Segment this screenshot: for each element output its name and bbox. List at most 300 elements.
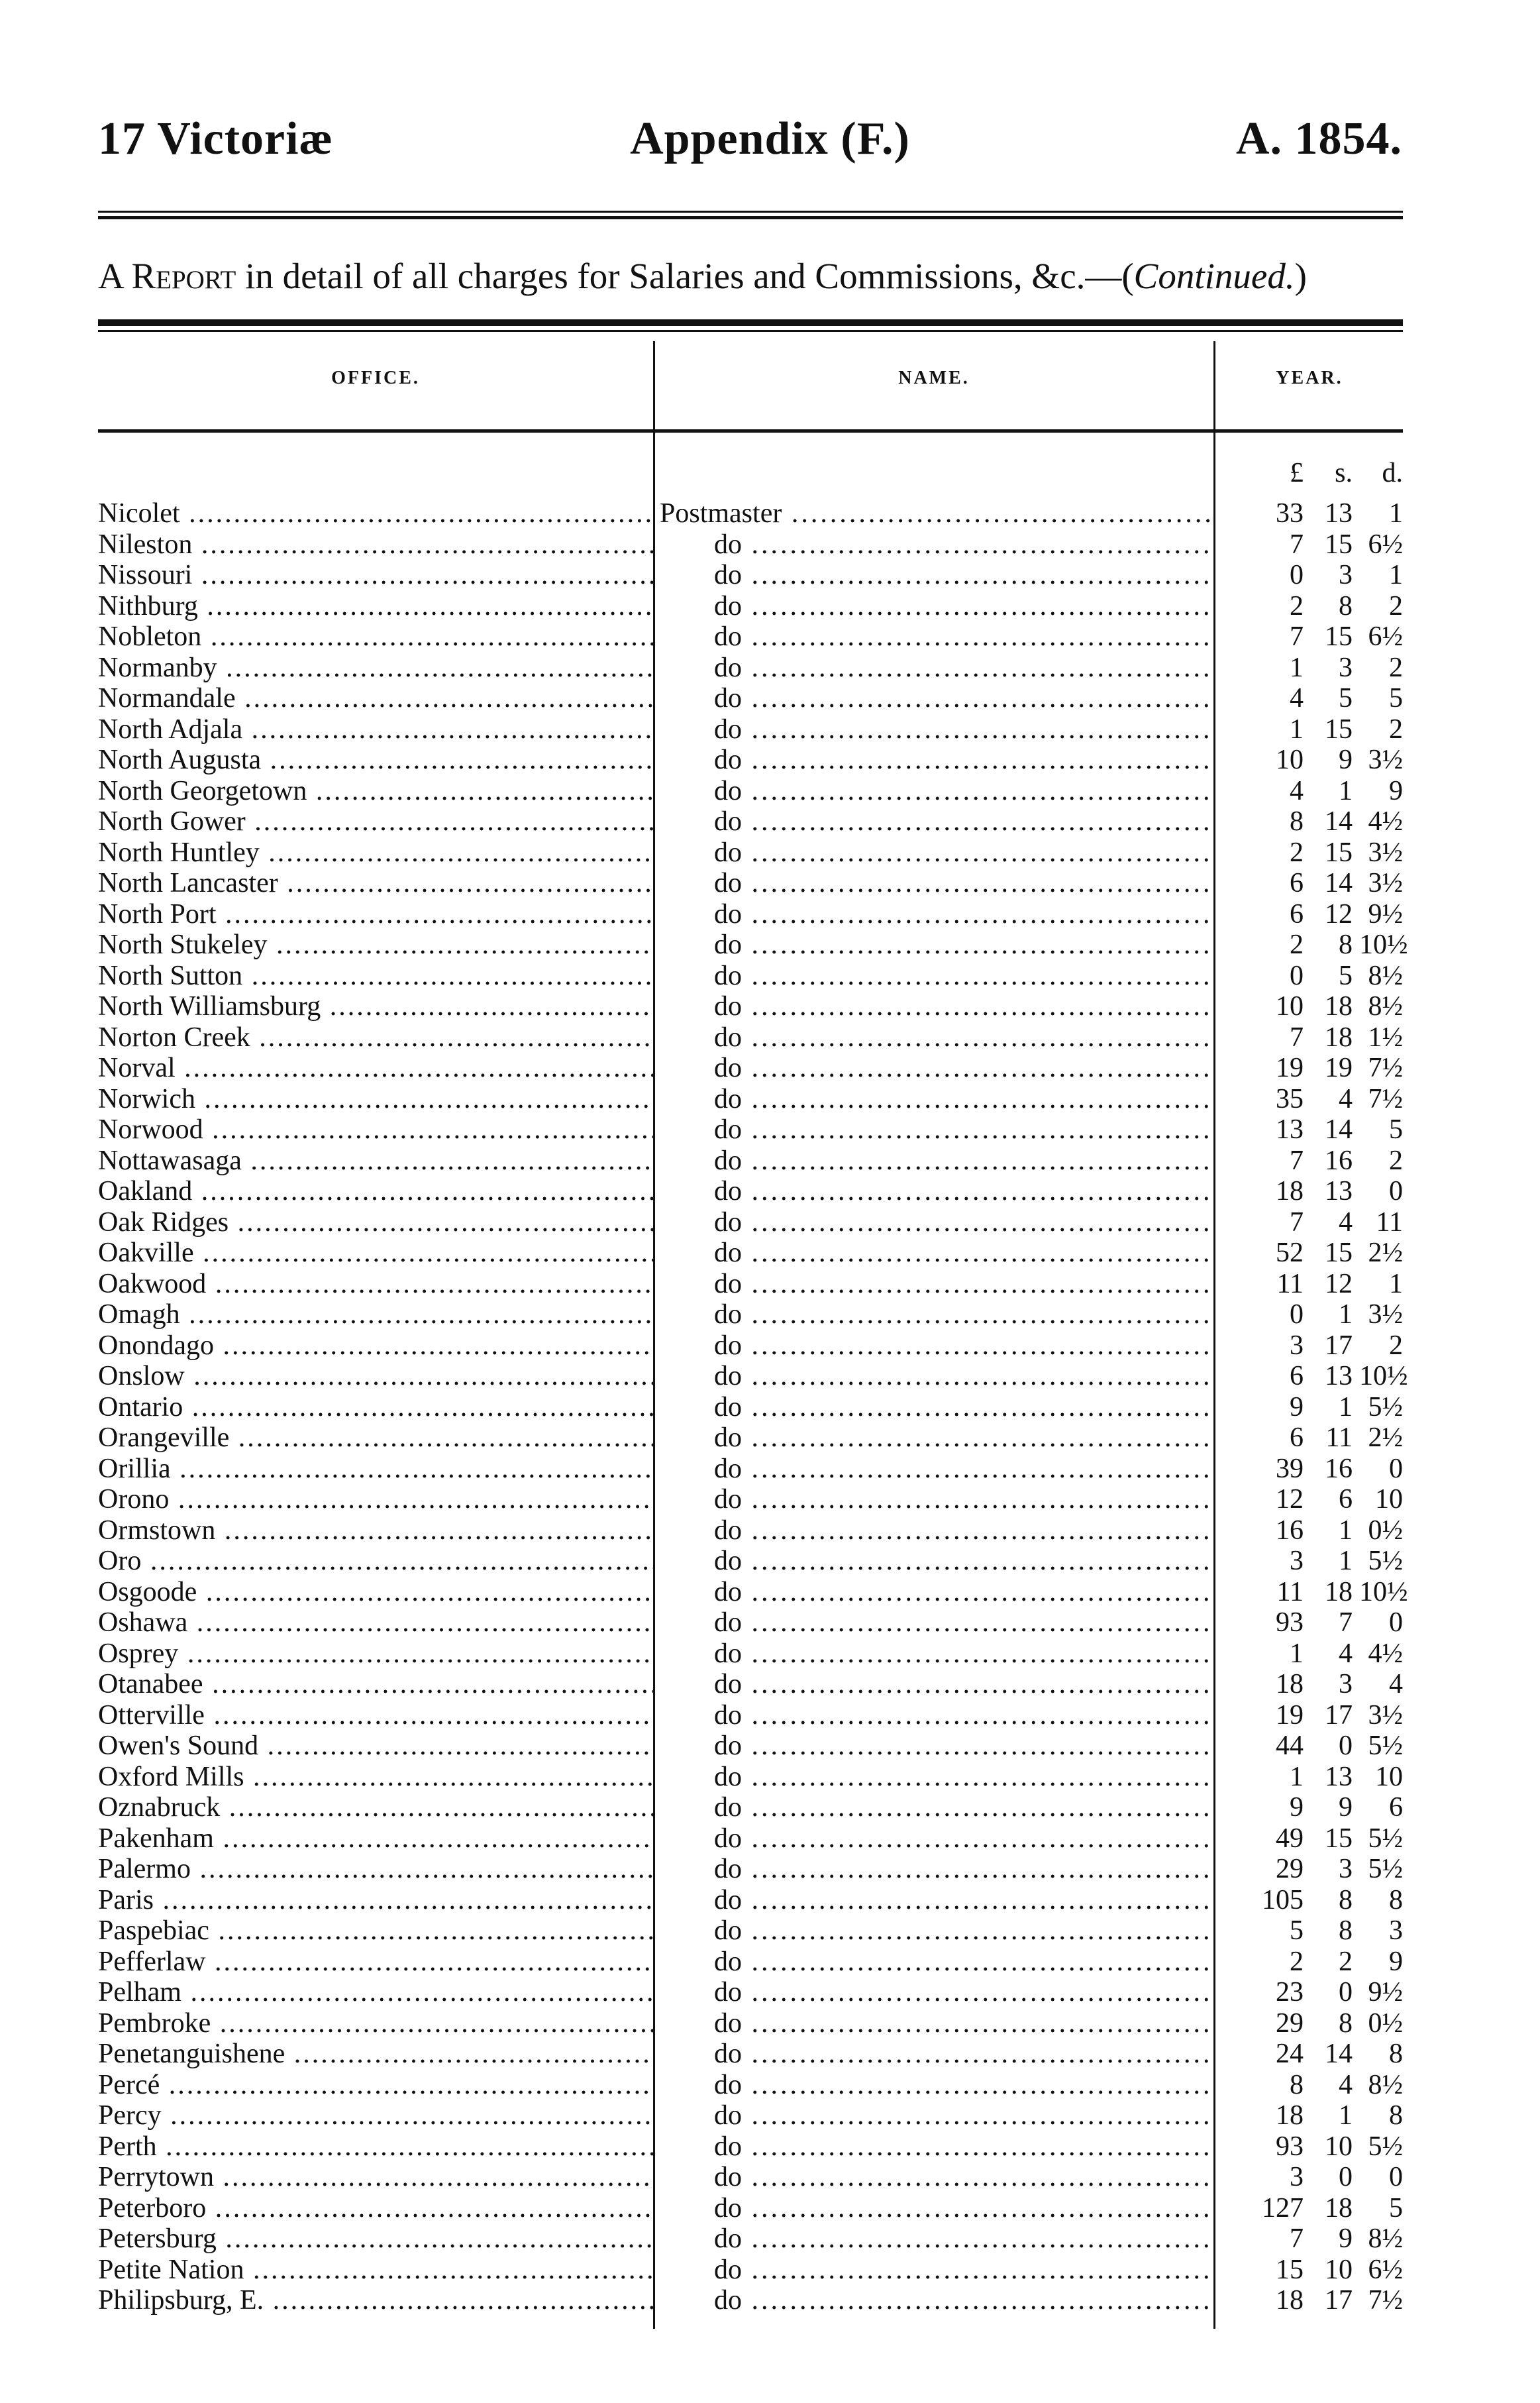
amount-pounds: 4 [1290, 683, 1304, 714]
amount-pence: 2 [1389, 590, 1403, 621]
officer-name: do ..... [660, 1422, 1209, 1453]
table-row [98, 1607, 1403, 1638]
amount-pence: 4½ [1368, 1638, 1403, 1669]
amount-pence: 7½ [1368, 2285, 1403, 2316]
table-row [98, 1731, 1403, 1761]
officer-name: do ..... [660, 776, 1209, 806]
office-name: Ontario ..... [98, 1392, 653, 1422]
amount-shillings: 1 [1339, 1299, 1353, 1330]
table-row [98, 1422, 1403, 1453]
amount-pounds: 1 [1290, 714, 1304, 745]
officer-name: do ..... [660, 2162, 1209, 2192]
amount-pounds: 18 [1276, 2285, 1304, 2316]
amount-pence: 9½ [1368, 898, 1403, 930]
officer-name: do ..... [660, 1607, 1209, 1638]
amount-shillings: 17 [1325, 2285, 1353, 2316]
office-name: North Georgetown ..... [98, 776, 653, 806]
subtitle-report: Report [131, 256, 236, 296]
officer-name: do ..... [660, 1299, 1209, 1330]
officer-name: do ..... [660, 1454, 1209, 1484]
table-row [98, 930, 1408, 960]
amount-pounds: 9 [1290, 1792, 1304, 1823]
amount-pence: 3½ [1368, 837, 1403, 868]
amount-shillings: 8 [1339, 2007, 1353, 2039]
amount-pounds: 13 [1276, 1114, 1304, 1145]
table-row [98, 1638, 1403, 1669]
top-rule-upper [98, 211, 1403, 213]
amount-shillings: 10 [1325, 2131, 1353, 2162]
amount-shillings: 12 [1325, 898, 1353, 930]
amount-shillings: 14 [1325, 868, 1353, 898]
office-name: Oakland ..... [98, 1176, 653, 1206]
table-row [98, 1299, 1403, 1330]
office-name: Oshawa ..... [98, 1607, 653, 1638]
officer-name: do ..... [660, 1053, 1209, 1083]
table-row [98, 1885, 1403, 1915]
amount-pounds: 8 [1290, 2069, 1304, 2100]
amount-shillings: 15 [1325, 1238, 1353, 1268]
amount-shillings: 3 [1339, 1854, 1353, 1884]
office-name: Oro ..... [98, 1546, 653, 1576]
office-name: Pelham ..... [98, 1977, 653, 2007]
table-row [98, 1330, 1403, 1361]
unit-pence: d. [1382, 458, 1403, 488]
officer-name: do ..... [660, 2039, 1209, 2069]
amount-pence: 8½ [1368, 2069, 1403, 2100]
amount-pounds: 105 [1262, 1884, 1304, 1915]
amount-pence: 8 [1389, 2039, 1403, 2069]
table-row [98, 1947, 1403, 1977]
amount-pounds: 35 [1276, 1083, 1304, 1114]
table-row [98, 2162, 1403, 2192]
officer-name: do ..... [660, 653, 1209, 683]
appendix-title: Appendix (F.) [630, 113, 910, 164]
amount-pence: 0½ [1368, 1515, 1403, 1546]
table-row [98, 1022, 1403, 1053]
amount-pounds: 3 [1290, 1546, 1304, 1576]
amount-pence: 10 [1375, 1761, 1403, 1792]
amount-shillings: 5 [1339, 683, 1353, 714]
office-name: Owen's Sound ..... [98, 1731, 653, 1761]
amount-shillings: 17 [1325, 1330, 1353, 1361]
unit-shillings: s. [1335, 458, 1353, 488]
table-row [98, 1176, 1403, 1206]
table-row [98, 498, 1403, 529]
amount-pence: 8½ [1368, 991, 1403, 1022]
table-row [98, 1977, 1403, 2007]
office-name: Oak Ridges ..... [98, 1207, 653, 1238]
officer-name: do ..... [660, 529, 1209, 560]
office-name: Perrytown ..... [98, 2162, 653, 2192]
office-name: Nissouri ..... [98, 560, 653, 590]
officer-name: do ..... [660, 1762, 1209, 1792]
table-row [98, 1823, 1403, 1854]
officer-name: do ..... [660, 1577, 1209, 1607]
amount-shillings: 9 [1339, 745, 1353, 775]
table-row [98, 1915, 1403, 1946]
amount-pence: 0 [1389, 1176, 1403, 1206]
amount-pence: 0 [1389, 1453, 1403, 1484]
amount-pence: 1 [1389, 1268, 1403, 1299]
table-row [98, 837, 1403, 868]
table-row [98, 714, 1403, 745]
amount-shillings: 15 [1325, 1823, 1353, 1854]
amount-shillings: 15 [1325, 621, 1353, 652]
amount-pounds: 6 [1290, 868, 1304, 898]
amount-pounds: 23 [1276, 1977, 1304, 2007]
amount-shillings: 8 [1339, 1884, 1353, 1915]
table-row [98, 776, 1403, 806]
amount-pence: 6½ [1368, 2254, 1403, 2285]
header-rule-thick [98, 319, 1403, 326]
amount-pounds: 15 [1276, 2254, 1304, 2285]
office-name: North Gower ..... [98, 806, 653, 837]
amount-shillings: 17 [1325, 1699, 1353, 1731]
amount-pence: 7½ [1368, 1053, 1403, 1083]
table-row [98, 621, 1403, 652]
amount-pounds: 12 [1276, 1484, 1304, 1515]
officer-name: do ..... [660, 806, 1209, 837]
office-name: Norwich ..... [98, 1084, 653, 1114]
amount-pounds: 7 [1290, 529, 1304, 560]
amount-pounds: 24 [1276, 2039, 1304, 2069]
amount-pence: 3½ [1368, 1699, 1403, 1731]
officer-name: do ..... [660, 1515, 1209, 1546]
office-name: North Port ..... [98, 899, 653, 930]
office-name: Omagh ..... [98, 1299, 653, 1330]
amount-shillings: 0 [1339, 1977, 1353, 2007]
officer-name: do ..... [660, 1977, 1209, 2007]
amount-pounds: 2 [1290, 930, 1304, 960]
amount-pence: 8 [1389, 2100, 1403, 2131]
table-row [98, 1238, 1403, 1268]
officer-name: do ..... [660, 1330, 1209, 1361]
amount-pounds: 3 [1290, 1330, 1304, 1361]
table-row [98, 1546, 1403, 1576]
amount-pounds: 39 [1276, 1453, 1304, 1484]
office-name: North Lancaster ..... [98, 868, 653, 898]
amount-pounds: 1 [1290, 652, 1304, 683]
table-row [98, 2131, 1403, 2162]
amount-pence: 0½ [1368, 2007, 1403, 2039]
table-row [98, 2193, 1403, 2223]
report-subtitle [98, 255, 1403, 297]
officer-name: do ..... [660, 2193, 1209, 2223]
table-row [98, 1762, 1403, 1792]
officer-name: do ..... [660, 1238, 1209, 1268]
amount-shillings: 18 [1325, 2192, 1353, 2223]
officer-name: do ..... [660, 961, 1209, 991]
officer-name: do ..... [660, 1022, 1209, 1053]
amount-shillings: 15 [1325, 714, 1353, 745]
amount-pence: 3½ [1368, 1299, 1403, 1330]
officer-name: do ..... [660, 1361, 1209, 1391]
table-row [98, 591, 1403, 621]
amount-shillings: 12 [1325, 1268, 1353, 1299]
table-row [98, 868, 1403, 898]
table-row [98, 2039, 1403, 2069]
office-name: Norwood ..... [98, 1114, 653, 1145]
amount-shillings: 7 [1339, 1607, 1353, 1638]
officer-name: do ..... [660, 1792, 1209, 1823]
office-name: Pembroke ..... [98, 2008, 653, 2039]
amount-pence: 1 [1389, 560, 1403, 590]
amount-shillings: 1 [1339, 1391, 1353, 1422]
table-row [98, 1361, 1408, 1391]
table-row [98, 2008, 1403, 2039]
amount-pence: 10½ [1359, 930, 1408, 960]
amount-pounds: 16 [1276, 1515, 1304, 1546]
office-name: Orangeville ..... [98, 1422, 653, 1453]
amount-pence: 8 [1389, 1884, 1403, 1915]
amount-shillings: 4 [1339, 2069, 1353, 2100]
amount-pounds: 1 [1290, 1638, 1304, 1669]
officer-name: do ..... [660, 2008, 1209, 2039]
office-name: North Stukeley ..... [98, 930, 653, 960]
office-name: Peterboro ..... [98, 2193, 653, 2223]
top-rule-lower [98, 216, 1403, 219]
officer-name: do ..... [660, 991, 1209, 1022]
amount-pounds: 127 [1262, 2192, 1304, 2223]
office-name: North Huntley ..... [98, 837, 653, 868]
amount-pence: 9 [1389, 1946, 1403, 1977]
officer-name: do ..... [660, 1546, 1209, 1576]
amount-pounds: 2 [1290, 590, 1304, 621]
amount-shillings: 18 [1325, 1022, 1353, 1053]
office-name: Paspebiac ..... [98, 1915, 653, 1946]
amount-shillings: 16 [1325, 1145, 1353, 1176]
column-header-rule [98, 429, 1403, 433]
officer-name: do ..... [660, 1669, 1209, 1699]
header-rule-thin [98, 330, 1403, 332]
office-name: Oxford Mills ..... [98, 1762, 653, 1792]
amount-pounds: 7 [1290, 1145, 1304, 1176]
table-row [98, 1146, 1403, 1176]
office-name: North Adjala ..... [98, 714, 653, 745]
officer-name: do ..... [660, 930, 1209, 960]
amount-pence: 0 [1389, 1607, 1403, 1638]
amount-shillings: 16 [1325, 1453, 1353, 1484]
amount-pounds: 0 [1290, 960, 1304, 991]
office-name: Pefferlaw ..... [98, 1947, 653, 1977]
amount-pounds: 7 [1290, 1022, 1304, 1053]
amount-pence: 1 [1389, 498, 1403, 529]
amount-pounds: 0 [1290, 1299, 1304, 1330]
table-row [98, 2070, 1403, 2100]
amount-pence: 10½ [1359, 1361, 1408, 1391]
table-row [98, 1854, 1403, 1884]
table-row [98, 2100, 1403, 2131]
amount-pounds: 93 [1276, 1607, 1304, 1638]
officer-name: do ..... [660, 1700, 1209, 1731]
amount-shillings: 3 [1339, 652, 1353, 683]
amount-pence: 5 [1389, 1114, 1403, 1145]
amount-pence: 5½ [1368, 1391, 1403, 1422]
amount-shillings: 0 [1339, 1731, 1353, 1761]
amount-pence: 9½ [1368, 1977, 1403, 2007]
officer-name: do ..... [660, 899, 1209, 930]
amount-pence: 4 [1389, 1669, 1403, 1699]
amount-pence: 1½ [1368, 1022, 1403, 1053]
amount-pence: 6½ [1368, 529, 1403, 560]
amount-shillings: 15 [1325, 529, 1353, 560]
table-row [98, 1700, 1403, 1731]
office-name: Onondago ..... [98, 1330, 653, 1361]
subtitle-close: ) [1294, 256, 1307, 296]
table-row [98, 961, 1403, 991]
column-header-year: YEAR. [1276, 368, 1343, 388]
table-row [98, 683, 1403, 714]
column-header-office: OFFICE. [331, 368, 420, 388]
table-row [98, 1207, 1403, 1238]
amount-shillings: 3 [1339, 560, 1353, 590]
subtitle-continued: Continued. [1133, 256, 1295, 296]
amount-shillings: 13 [1325, 1761, 1353, 1792]
year-label: A. 1854. [1235, 113, 1402, 164]
amount-shillings: 18 [1325, 1576, 1353, 1607]
subtitle-body: in detail of all charges for Salaries and Commissions, &c.—( [236, 256, 1134, 296]
amount-pence: 5½ [1368, 1731, 1403, 1761]
amount-pounds: 7 [1290, 2223, 1304, 2254]
table-row [98, 560, 1403, 590]
amount-shillings: 1 [1339, 2100, 1353, 2131]
amount-shillings: 8 [1339, 930, 1353, 960]
amount-pounds: 6 [1290, 1422, 1304, 1453]
amount-pence: 5 [1389, 683, 1403, 714]
office-name: North Sutton ..... [98, 961, 653, 991]
amount-pounds: 49 [1276, 1823, 1304, 1854]
table-row [98, 2255, 1403, 2285]
table-row [98, 1269, 1403, 1299]
officer-name: do ..... [660, 2255, 1209, 2285]
amount-pence: 2 [1389, 1330, 1403, 1361]
column-header-name: NAME. [898, 368, 970, 388]
office-name: Nottawasaga ..... [98, 1146, 653, 1176]
officer-name: do ..... [660, 1176, 1209, 1206]
officer-name: do ..... [660, 1915, 1209, 1946]
office-name: Petersburg ..... [98, 2223, 653, 2254]
amount-pounds: 52 [1276, 1238, 1304, 1268]
office-name: Normanby ..... [98, 653, 653, 683]
officer-name: do ..... [660, 621, 1209, 652]
table-row [98, 2285, 1403, 2316]
office-name: Norval ..... [98, 1053, 653, 1083]
amount-pounds: 10 [1276, 745, 1304, 775]
officer-name: do ..... [660, 1392, 1209, 1422]
officer-name: do ..... [660, 1269, 1209, 1299]
amount-pounds: 7 [1290, 621, 1304, 652]
office-name: Petite Nation ..... [98, 2255, 653, 2285]
officer-name: do ..... [660, 560, 1209, 590]
amount-shillings: 0 [1339, 2162, 1353, 2192]
amount-pounds: 33 [1276, 498, 1304, 529]
amount-pounds: 18 [1276, 2100, 1304, 2131]
officer-name: do ..... [660, 2131, 1209, 2162]
amount-shillings: 6 [1339, 1484, 1353, 1515]
office-name: Osprey ..... [98, 1638, 653, 1669]
officer-name: do ..... [660, 1885, 1209, 1915]
office-name: Perth ..... [98, 2131, 653, 2162]
amount-pence: 10½ [1359, 1576, 1408, 1607]
amount-pounds: 3 [1290, 2162, 1304, 2192]
officer-name: do ..... [660, 1638, 1209, 1669]
officer-name: do ..... [660, 1854, 1209, 1884]
amount-shillings: 15 [1325, 837, 1353, 868]
office-name: Norton Creek ..... [98, 1022, 653, 1053]
table-row [98, 1669, 1403, 1699]
amount-shillings: 13 [1325, 498, 1353, 529]
table-row [98, 1484, 1403, 1515]
office-name: Penetanguishene ..... [98, 2039, 653, 2069]
office-name: Orono ..... [98, 1484, 653, 1515]
amount-pence: 2½ [1368, 1422, 1403, 1453]
amount-pence: 2 [1389, 652, 1403, 683]
office-name: Nileston ..... [98, 529, 653, 560]
amount-pence: 6½ [1368, 621, 1403, 652]
amount-pence: 3½ [1368, 745, 1403, 775]
office-name: Otanabee ..... [98, 1669, 653, 1699]
amount-pounds: 11 [1276, 1268, 1304, 1299]
office-name: Orillia ..... [98, 1454, 653, 1484]
amount-shillings: 8 [1339, 1915, 1353, 1946]
officer-name: Postmaster ..... [660, 498, 1209, 529]
office-name: Nithburg ..... [98, 591, 653, 621]
amount-shillings: 3 [1339, 1669, 1353, 1699]
amount-shillings: 18 [1325, 991, 1353, 1022]
amount-shillings: 9 [1339, 2223, 1353, 2254]
officer-name: do ..... [660, 868, 1209, 898]
table-row [98, 1392, 1403, 1422]
office-name: Oznabruck ..... [98, 1792, 653, 1823]
amount-pounds: 2 [1290, 837, 1304, 868]
amount-pounds: 29 [1276, 2007, 1304, 2039]
amount-shillings: 19 [1325, 1053, 1353, 1083]
amount-shillings: 1 [1339, 1515, 1353, 1546]
amount-shillings: 4 [1339, 1206, 1353, 1238]
amount-pounds: 18 [1276, 1176, 1304, 1206]
office-name: Nobleton ..... [98, 621, 653, 652]
office-name: Onslow ..... [98, 1361, 653, 1391]
office-name: Normandale ..... [98, 683, 653, 714]
amount-shillings: 1 [1339, 775, 1353, 806]
office-name: Osgoode ..... [98, 1577, 653, 1607]
amount-shillings: 2 [1339, 1946, 1353, 1977]
officer-name: do ..... [660, 2223, 1209, 2254]
amount-pence: 2 [1389, 1145, 1403, 1176]
amount-shillings: 5 [1339, 960, 1353, 991]
officer-name: do ..... [660, 1823, 1209, 1854]
amount-pence: 9 [1389, 775, 1403, 806]
table-row [98, 2223, 1403, 2254]
officer-name: do ..... [660, 1114, 1209, 1145]
officer-name: do ..... [660, 1146, 1209, 1176]
table-row [98, 1576, 1408, 1607]
office-name: Philipsburg, E. ..... [98, 2285, 653, 2316]
office-name: North Augusta ..... [98, 745, 653, 775]
amount-pounds: 7 [1290, 1206, 1304, 1238]
table-row [98, 653, 1403, 683]
table-row [98, 899, 1403, 930]
amount-pounds: 4 [1290, 775, 1304, 806]
amount-pence: 5½ [1368, 1546, 1403, 1576]
office-name: North Williamsburg ..... [98, 991, 653, 1022]
office-name: Pakenham ..... [98, 1823, 653, 1854]
amount-shillings: 11 [1325, 1422, 1353, 1453]
table-row [98, 1084, 1403, 1114]
officer-name: do ..... [660, 2070, 1209, 2100]
amount-pence: 4½ [1368, 806, 1403, 837]
amount-pounds: 19 [1276, 1699, 1304, 1731]
